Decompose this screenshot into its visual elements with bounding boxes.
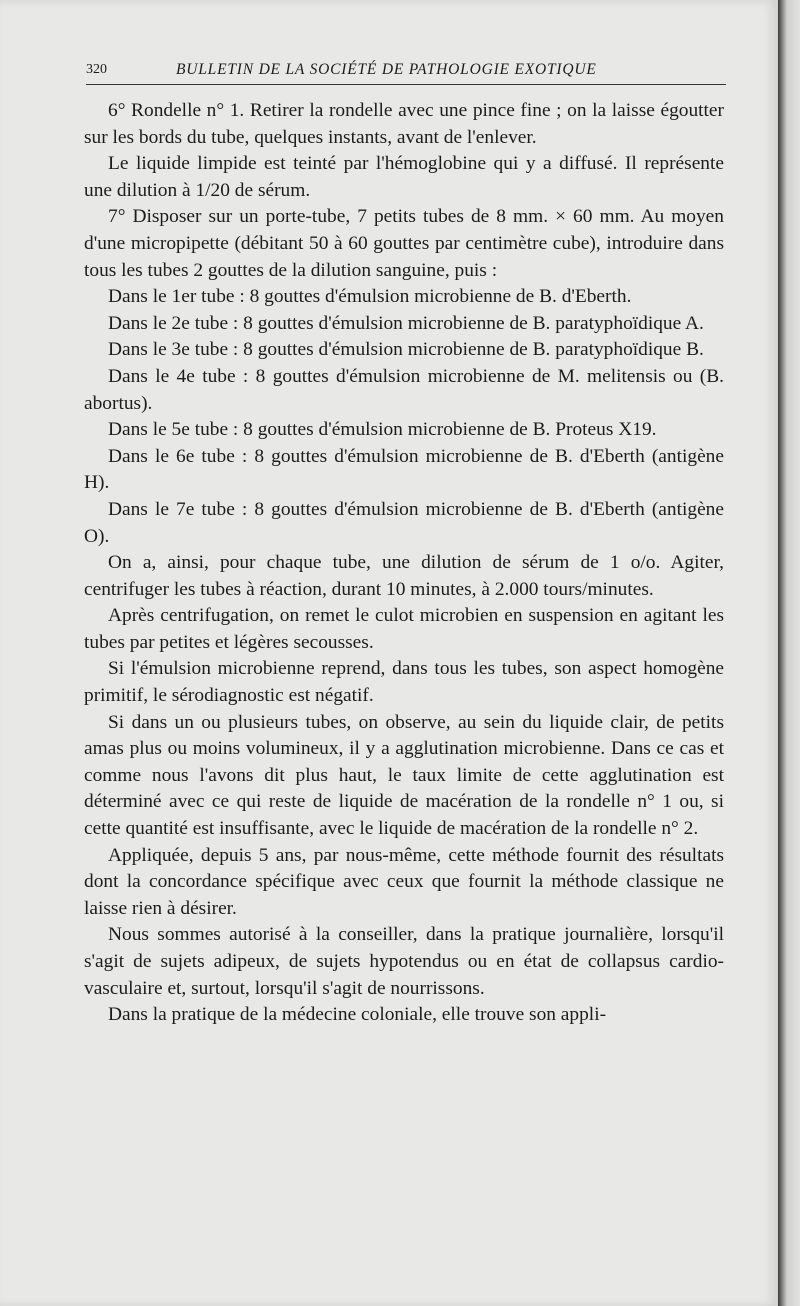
paragraph: Si l'émulsion microbienne reprend, dans tous les tubes, son aspect homogène primitif, le sérodiagnostic est négatif. xyxy=(84,658,724,707)
paragraph: Dans le 3e tube : 8 gouttes d'émulsion microbienne de B. paratyphoïdique B. xyxy=(108,339,704,361)
paragraph: Dans le 1er tube : 8 gouttes d'émulsion microbienne de B. d'Eberth. xyxy=(108,286,632,308)
paragraph: Dans le 5e tube : 8 gouttes d'émulsion microbienne de B. Proteus X19. xyxy=(108,419,657,441)
paragraph: Dans le 2e tube : 8 gouttes d'émulsion microbienne de B. paratyphoïdique A. xyxy=(108,312,704,334)
paragraph: Appliquée, depuis 5 ans, par nous-même, cette méthode fournit des résultats dont la concordance spécifique avec ceux que fournit la méthode classique ne laisse rien à désirer. xyxy=(84,844,724,919)
paragraph: Après centrifugation, on remet le culot microbien en suspension en agitant les tubes par petites et légères secousses. xyxy=(84,605,724,653)
running-head: BULLETIN DE LA SOCIÉTÉ DE PATHOLOGIE EXOTIQUE xyxy=(176,61,597,78)
page-binding-edge xyxy=(778,0,800,1306)
page-number: 320 xyxy=(86,62,107,77)
paragraph: 6° Rondelle n° 1. Retirer la rondelle avec une pince fine ; on la laisse égoutter sur les bords du tube, quelques instants, avant de l'enlever. xyxy=(84,100,724,148)
paragraph: Si dans un ou plusieurs tubes, on observe, au sein du liquide clair, de petits amas plus ou moins volumineux, il y a agglutination microbienne. Dans ce cas et comme nous l'avons dit plus haut, le taux limite de cette agglutination est déterminé avec ce qui reste de liquide de macération de la rondelle n° 1 ou, si cette quantité est insuffisante, avec le liquide de macération de la rondelle n° 2. xyxy=(84,711,724,840)
paragraph: Le liquide limpide est teinté par l'hémoglobine qui y a diffusé. Il représente une dilution à 1/20 de sérum. xyxy=(84,153,724,201)
page-header xyxy=(86,58,726,85)
paragraph: Dans le 7e tube : 8 gouttes d'émulsion microbienne de B. d'Eberth (antigène O). xyxy=(84,498,724,547)
paragraph-continued: Dans la pratique de la médecine coloniale, elle trouve son appli- xyxy=(108,1004,607,1026)
paragraph: 7° Disposer sur un porte-tube, 7 petits tubes de 8 mm. × 60 mm. Au moyen d'une micropipette (débitant 50 à 60 gouttes par centimètre cube), introduire dans tous les tubes 2 gouttes de la dilution sanguine, puis : xyxy=(84,206,724,281)
paragraph: Nous sommes autorisé à la conseiller, dans la pratique journalière, lorsqu'il s'agit de sujets adipeux, de sujets hypotendus ou en état de collapsus cardio-vasculaire et, surtout, lorsqu'il s'agit de nourrissons. xyxy=(84,924,724,999)
paragraph: Dans le 6e tube : 8 gouttes d'émulsion microbienne de B. d'Eberth (antigène H). xyxy=(84,445,724,494)
body-text xyxy=(84,98,724,1029)
paragraph: Dans le 4e tube : 8 gouttes d'émulsion microbienne de M. melitensis ou (B. abortus). xyxy=(84,365,724,414)
paragraph: On a, ainsi, pour chaque tube, une dilution de sérum de 1 o/o. Agiter, centrifuger les tubes à réaction, durant 10 minutes, à 2.000 tours/minutes. xyxy=(84,552,724,600)
